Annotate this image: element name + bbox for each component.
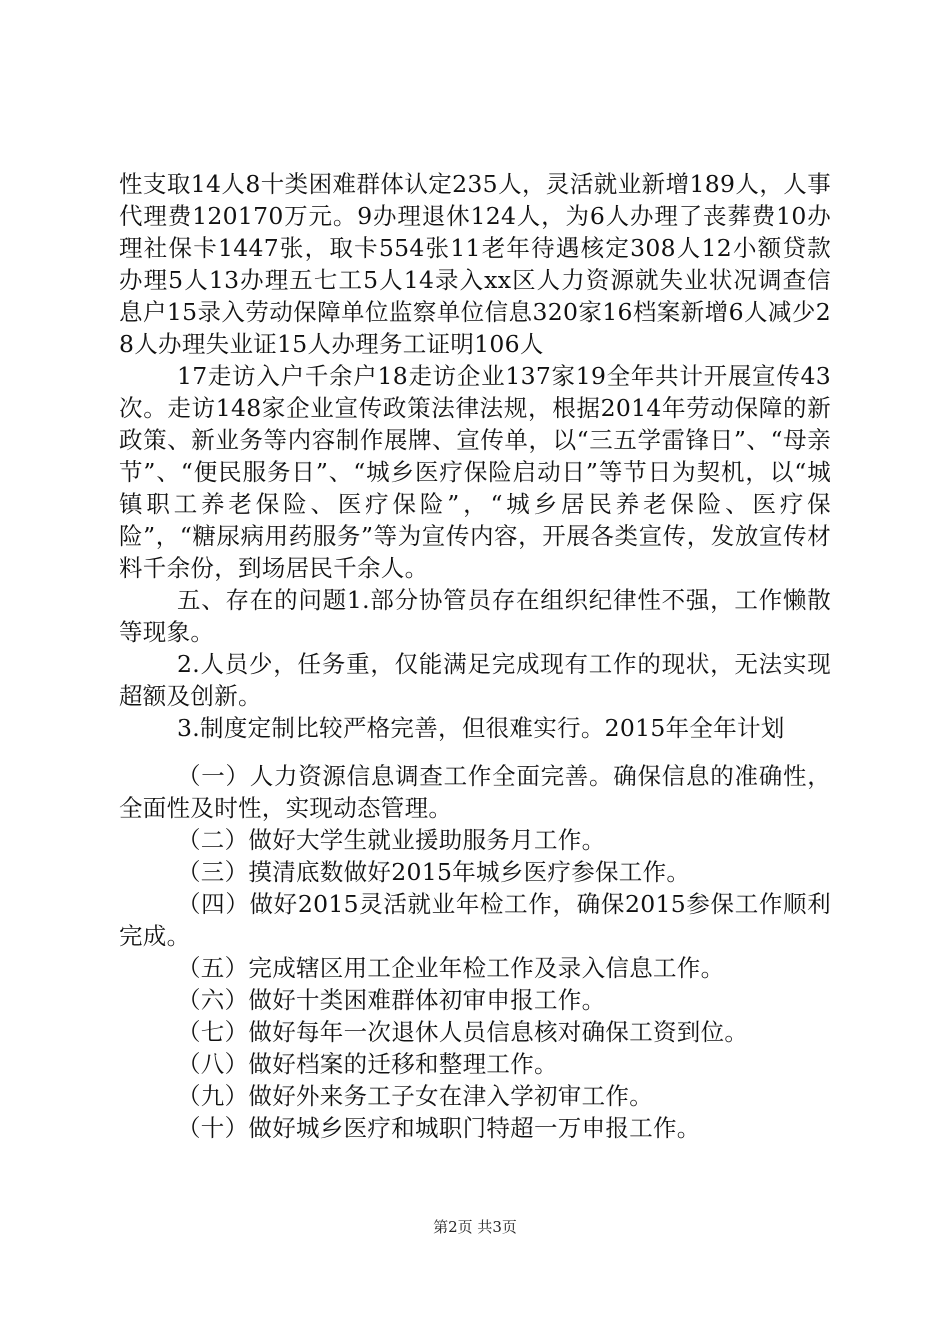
plan-item-8: （八）做好档案的迁移和整理工作。: [177, 1050, 558, 1078]
paragraph-problem-3: 3.制度定制比较严格完善，但很难实行。2015年全年计划: [177, 714, 785, 742]
paragraph-gap: [119, 744, 831, 760]
paragraph-statistics-continued: 性支取14人8十类困难群体认定235人，灵活就业新增189人，人事代理费120170万元。9办理退休124人，为6人办理了丧葬费10办理社保卡1447张，取卡554张11老年待遇核定308人12小额贷款办理5人13办理五七工5人14录入xx区人力资源就失业状况调查信息户15录入劳动保障单位监察单位信息320家16档案新增6人减少28人办理失业证15人办理务工证明106人: [119, 170, 831, 358]
plan-item-4: （四）做好2015灵活就业年检工作，确保2015参保工作顺利完成。: [119, 890, 831, 950]
plan-item-6: （六）做好十类困难群体初审申报工作。: [177, 986, 606, 1014]
paragraph-problems-heading: 五、存在的问题1.部分协管员存在组织纪律性不强，工作懒散等现象。: [119, 586, 831, 646]
paragraph-problem-2: 2.人员少，任务重，仅能满足完成现有工作的现状，无法实现超额及创新。: [119, 650, 831, 710]
page-number-footer: 第2页 共3页: [433, 1218, 517, 1236]
plan-item-2: （二）做好大学生就业援助服务月工作。: [177, 826, 606, 854]
document-body: [119, 168, 831, 1144]
plan-item-7: （七）做好每年一次退休人员信息核对确保工资到位。: [177, 1018, 749, 1046]
plan-item-5: （五）完成辖区用工企业年检工作及录入信息工作。: [177, 954, 725, 982]
plan-item-1: （一）人力资源信息调查工作全面完善。确保信息的准确性，全面性及时性，实现动态管理。: [119, 762, 831, 822]
plan-item-10: （十）做好城乡医疗和城职门特超一万申报工作。: [177, 1114, 701, 1142]
plan-item-3: （三）摸清底数做好2015年城乡医疗参保工作。: [177, 858, 691, 886]
plan-item-9: （九）做好外来务工子女在津入学初审工作。: [177, 1082, 653, 1110]
paragraph-publicity: 17走访入户千余户18走访企业137家19全年共计开展宣传43次。走访148家企业宣传政策法律法规，根据2014年劳动保障的新政策、新业务等内容制作展牌、宣传单，以“三五学雷锋日”、“母亲节”、“便民服务日”、“城乡医疗保险启动日”等节日为契机，以“城镇职工养老保险、医疗保险”，“城乡居民养老保险、医疗保险”，“糖尿病用药服务”等为宣传内容，开展各类宣传，发放宣传材料千余份，到场居民千余人。: [119, 362, 831, 582]
